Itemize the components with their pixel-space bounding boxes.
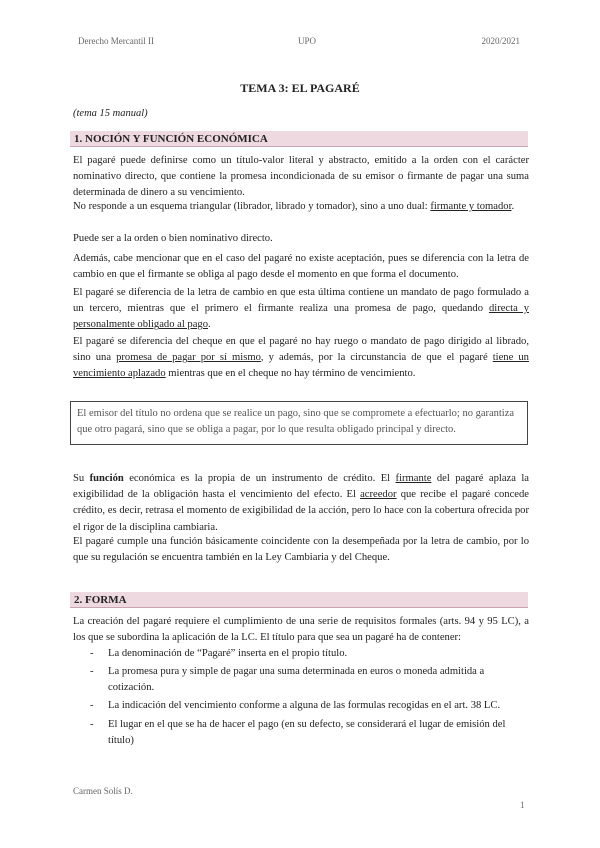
- header-course: Derecho Mercantil II: [78, 36, 154, 46]
- list-item: - La promesa pura y simple de pagar una suma determinada en euros o moneda admitida a cotización.: [90, 666, 485, 693]
- page-title: TEMA 3: EL PAGARÉ: [240, 81, 360, 95]
- page-number: 1: [520, 800, 525, 810]
- paragraph: Además, cabe mencionar que en el caso del pagaré no existe aceptación, pues se diferencia con la letra de cambio en que el firmante se obliga al pago desde el momento en que forma el documento.: [73, 253, 529, 281]
- paragraph: La creación del pagaré requiere el cumplimiento de una serie de requisitos formales (arts. 94 y 95 LC), a los que se subordina la aplicación de la LC. El título para que sea un pagaré ha de contener:: [73, 616, 529, 644]
- header-year: 2020/2021: [481, 36, 520, 46]
- highlight-box: El emisor del título no ordena que se realice un pago, sino que se compromete a efectuarlo; no garantiza que otro pagará, sino que se obliga a pagar, por lo que resulta obligado principal y directo.: [70, 401, 528, 445]
- paragraph: No responde a un esquema triangular (librador, librado y tomador), sino a uno dual: firmante y tomador.: [73, 201, 515, 212]
- paragraph: El pagaré puede definirse como un título-valor literal y abstracto, emitido a la orden con el carácter nominativo directo, que contiene la promesa incondicionada de su emisor o firmante de pagar una suma determinada de dinero a su vencimiento.: [73, 155, 529, 199]
- list-item: - El lugar en el que se ha de hacer el pago (en su defecto, se considerará el lugar de emisión del título): [90, 719, 506, 746]
- list-item: - La indicación del vencimiento conforme a alguna de las formulas recogidas en el art. 38 LC.: [90, 700, 501, 711]
- paragraph: Puede ser a la orden o bien nominativo directo.: [73, 233, 273, 244]
- section-1-heading: 1. NOCIÓN Y FUNCIÓN ECONÓMICA: [70, 131, 528, 147]
- page-subtitle: (tema 15 manual): [73, 108, 148, 119]
- footer-author: Carmen Solís D.: [73, 786, 133, 796]
- paragraph: El pagaré se diferencia de la letra de cambio en que esta última contiene un mandato de pago formulado a un tercero, mientras que el primero el firmante realiza una promesa de pago, quedando directa y personalmente obligado al pago.: [73, 287, 529, 331]
- paragraph: El pagaré cumple una función básicamente coincidente con la desempeñada por la letra de cambio, por lo que su regulación se encuentra también en la Ley Cambiaria y del Cheque.: [73, 536, 529, 564]
- header-university: UPO: [298, 36, 317, 46]
- paragraph: Su función económica es la propia de un instrumento de crédito. El firmante del pagaré aplaza la exigibilidad de la obligación hasta el vencimiento del efecto. El acreedor que recibe el pagaré concede crédito, es decir, retrasa el momento de exigibilidad de la acción, pero lo hace con la cobertura ofrecida por el rigor de la disciplina cambiaria.: [73, 473, 530, 533]
- page-header: [78, 36, 520, 50]
- section-2-heading: 2. FORMA: [70, 592, 528, 608]
- list-item: - La denominación de “Pagaré” inserta en el propio título.: [90, 648, 348, 659]
- paragraph: El pagaré se diferencia del cheque en que el pagaré no hay ruego o mandato de pago dirigido al librado, sino una promesa de pagar por sí mismo, y además, por la circunstancia de que el pagaré tiene un vencimiento aplazado mientras que en el cheque no hay término de vencimiento.: [73, 336, 529, 380]
